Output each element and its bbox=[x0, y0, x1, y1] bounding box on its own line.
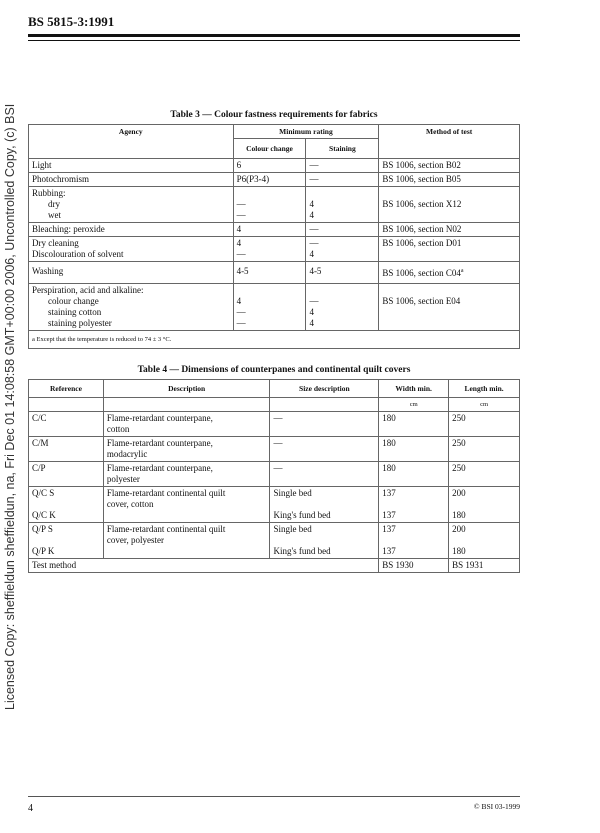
cell-description bbox=[103, 487, 270, 523]
size-line: King's fund bed bbox=[273, 546, 331, 556]
table-row bbox=[29, 437, 520, 462]
cell-reference: C/M bbox=[29, 437, 104, 462]
cell-agency: Photochromism bbox=[29, 173, 234, 187]
value: 200 bbox=[452, 524, 466, 534]
cell-method bbox=[379, 284, 520, 331]
value: 200 bbox=[452, 488, 466, 498]
desc-line: Flame-retardant continental quilt bbox=[106, 488, 226, 498]
table-row bbox=[29, 223, 520, 237]
agency-label: Rubbing: bbox=[32, 188, 66, 198]
table-row bbox=[29, 487, 520, 523]
cell-method: BS 1006, section B02 bbox=[379, 159, 520, 173]
cell-colour-change: 6 bbox=[233, 159, 306, 173]
cell-size: — bbox=[270, 462, 379, 487]
value: 137 bbox=[382, 510, 396, 520]
value: 180 bbox=[452, 510, 466, 520]
cell-colour-change: P6(P3-4) bbox=[233, 173, 306, 187]
footnote-marker: a bbox=[460, 268, 464, 274]
cell-staining bbox=[306, 237, 379, 262]
table3-caption: Table 3 — Colour fastness requirements for fabrics bbox=[170, 110, 378, 120]
cell-length: 250 bbox=[449, 437, 520, 462]
cell-length: 250 bbox=[449, 462, 520, 487]
ref-line: Q/C K bbox=[32, 510, 56, 520]
value: 4 bbox=[309, 199, 314, 209]
agency-label: Perspiration, acid and alkaline: bbox=[32, 285, 144, 295]
cell-agency: Bleaching: peroxide bbox=[29, 223, 234, 237]
table4-header-row bbox=[29, 380, 520, 398]
cell-size bbox=[270, 523, 379, 559]
header-description: Description bbox=[103, 380, 270, 398]
method-text: BS 1006, section C04 bbox=[382, 268, 461, 278]
agency-sub: wet bbox=[48, 210, 61, 220]
size-line: Single bed bbox=[273, 488, 312, 498]
cell-test-method-label: Test method bbox=[29, 559, 379, 573]
cell-length: BS 1931 bbox=[449, 559, 520, 573]
cell-method: BS 1006, section B05 bbox=[379, 173, 520, 187]
cell-colour-change: 4-5 bbox=[233, 262, 306, 284]
value: 137 bbox=[382, 546, 396, 556]
cell-width: 180 bbox=[379, 412, 449, 437]
cell-staining: — bbox=[306, 173, 379, 187]
ref-line: Q/P K bbox=[32, 546, 55, 556]
desc-line: cotton bbox=[106, 424, 130, 434]
desc-line: modacrylic bbox=[106, 449, 148, 459]
value: 4 bbox=[309, 249, 314, 259]
agency-sub: colour change bbox=[48, 296, 99, 306]
cell-staining: — bbox=[306, 223, 379, 237]
value: 4 bbox=[309, 210, 314, 220]
cell-reference: C/C bbox=[29, 412, 104, 437]
value: — bbox=[309, 296, 319, 306]
table-row bbox=[29, 523, 520, 559]
document-id: BS 5815-3:1991 bbox=[28, 14, 115, 29]
desc-line: Flame-retardant counterpane, bbox=[106, 413, 213, 423]
table-row bbox=[29, 262, 520, 284]
cell-description bbox=[103, 523, 270, 559]
value: — bbox=[236, 210, 246, 220]
copyright: © BSI 03-1999 bbox=[473, 802, 520, 811]
cell-size: — bbox=[270, 412, 379, 437]
header-rule-thin bbox=[28, 40, 520, 41]
header-size: Size description bbox=[270, 380, 379, 398]
table3-footnote-row bbox=[29, 331, 520, 349]
table-row bbox=[29, 412, 520, 437]
unit-length: cm bbox=[449, 398, 520, 412]
cell-colour-change bbox=[233, 284, 306, 331]
header-length: Length min. bbox=[449, 380, 520, 398]
table3-header-row bbox=[29, 125, 520, 139]
header-reference: Reference bbox=[29, 380, 104, 398]
desc-line: polyester bbox=[106, 474, 140, 484]
desc-line: Flame-retardant counterpane, bbox=[106, 438, 213, 448]
cell-method bbox=[379, 262, 520, 284]
ref-line: Q/P S bbox=[32, 524, 53, 534]
cell-agency bbox=[29, 187, 234, 223]
cell-staining bbox=[306, 284, 379, 331]
table4-caption: Table 4 — Dimensions of counterpanes and continental quilt covers bbox=[137, 365, 411, 375]
footer-rule bbox=[28, 796, 520, 797]
header-minimum-rating: Minimum rating bbox=[233, 125, 379, 139]
cell-width: BS 1930 bbox=[379, 559, 449, 573]
table-row bbox=[29, 462, 520, 487]
cell-description bbox=[103, 437, 270, 462]
cell-colour-change bbox=[233, 237, 306, 262]
table3-footnote: a Except that the temperature is reduced to 74 ± 3 °C. bbox=[29, 331, 520, 349]
desc-line: cover, polyester bbox=[106, 535, 164, 545]
cell-length: 250 bbox=[449, 412, 520, 437]
cell-reference bbox=[29, 523, 104, 559]
cell-staining: 4-5 bbox=[306, 262, 379, 284]
method-text: BS 1006, section E04 bbox=[382, 296, 461, 306]
cell-description bbox=[103, 462, 270, 487]
value: — bbox=[309, 238, 319, 248]
cell-colour-change: 4 bbox=[233, 223, 306, 237]
agency-sub: staining cotton bbox=[48, 307, 102, 317]
cell-reference: C/P bbox=[29, 462, 104, 487]
value: 4 bbox=[309, 318, 314, 328]
unit-width: cm bbox=[379, 398, 449, 412]
cell-method: BS 1006, section X12 bbox=[379, 187, 520, 223]
value: — bbox=[236, 318, 246, 328]
value: — bbox=[236, 307, 246, 317]
cell-width bbox=[379, 487, 449, 523]
table3 bbox=[28, 124, 520, 349]
cell-method: BS 1006, section D01 bbox=[379, 237, 520, 262]
header-colour-change: Colour change bbox=[233, 139, 306, 159]
cell-size: — bbox=[270, 437, 379, 462]
size-line: King's fund bed bbox=[273, 510, 331, 520]
agency-sub: staining polyester bbox=[48, 318, 112, 328]
table4-unit-row bbox=[29, 398, 520, 412]
table-row bbox=[29, 173, 520, 187]
value: 180 bbox=[452, 546, 466, 556]
table-row bbox=[29, 159, 520, 173]
agency-sub: dry bbox=[48, 199, 60, 209]
cell-staining: — bbox=[306, 159, 379, 173]
value: 137 bbox=[382, 524, 396, 534]
cell-width: 180 bbox=[379, 462, 449, 487]
desc-line: Flame-retardant continental quilt bbox=[106, 524, 226, 534]
table-row bbox=[29, 187, 520, 223]
header-agency: Agency bbox=[29, 125, 234, 159]
cell-description bbox=[103, 412, 270, 437]
desc-line: cover, cotton bbox=[106, 499, 154, 509]
desc-line: Flame-retardant counterpane, bbox=[106, 463, 213, 473]
page-number: 4 bbox=[28, 803, 33, 814]
cell-width bbox=[379, 523, 449, 559]
cell-colour-change bbox=[233, 187, 306, 223]
cell-agency bbox=[29, 237, 234, 262]
ref-line: Q/C S bbox=[32, 488, 55, 498]
cell-agency: Washing bbox=[29, 262, 234, 284]
cell-length bbox=[449, 523, 520, 559]
cell-length bbox=[449, 487, 520, 523]
value: — bbox=[236, 249, 246, 259]
cell-reference bbox=[29, 487, 104, 523]
header-method: Method of test bbox=[379, 125, 520, 159]
value: 4 bbox=[309, 307, 314, 317]
license-watermark: Licensed Copy: sheffieldun sheffieldun, na, Fri Dec 01 14:08:58 GMT+00:00 2006, Uncontrolled Copy, (c) BSI bbox=[3, 103, 17, 710]
agency-label: Dry cleaning bbox=[32, 238, 79, 248]
cell-method: BS 1006, section N02 bbox=[379, 223, 520, 237]
header-rule-thick bbox=[28, 34, 520, 37]
table-row bbox=[29, 559, 520, 573]
table-row bbox=[29, 284, 520, 331]
size-line: Single bed bbox=[273, 524, 312, 534]
table4 bbox=[28, 379, 520, 573]
cell-agency: Light bbox=[29, 159, 234, 173]
header-staining: Staining bbox=[306, 139, 379, 159]
cell-size bbox=[270, 487, 379, 523]
value: 4 bbox=[236, 238, 242, 248]
value: 4 bbox=[236, 296, 242, 306]
cell-width: 180 bbox=[379, 437, 449, 462]
cell-agency bbox=[29, 284, 234, 331]
value: 137 bbox=[382, 488, 396, 498]
value: — bbox=[236, 199, 246, 209]
agency-label: Discolouration of solvent bbox=[32, 249, 124, 259]
table-row bbox=[29, 237, 520, 262]
header-width: Width min. bbox=[379, 380, 449, 398]
cell-staining bbox=[306, 187, 379, 223]
